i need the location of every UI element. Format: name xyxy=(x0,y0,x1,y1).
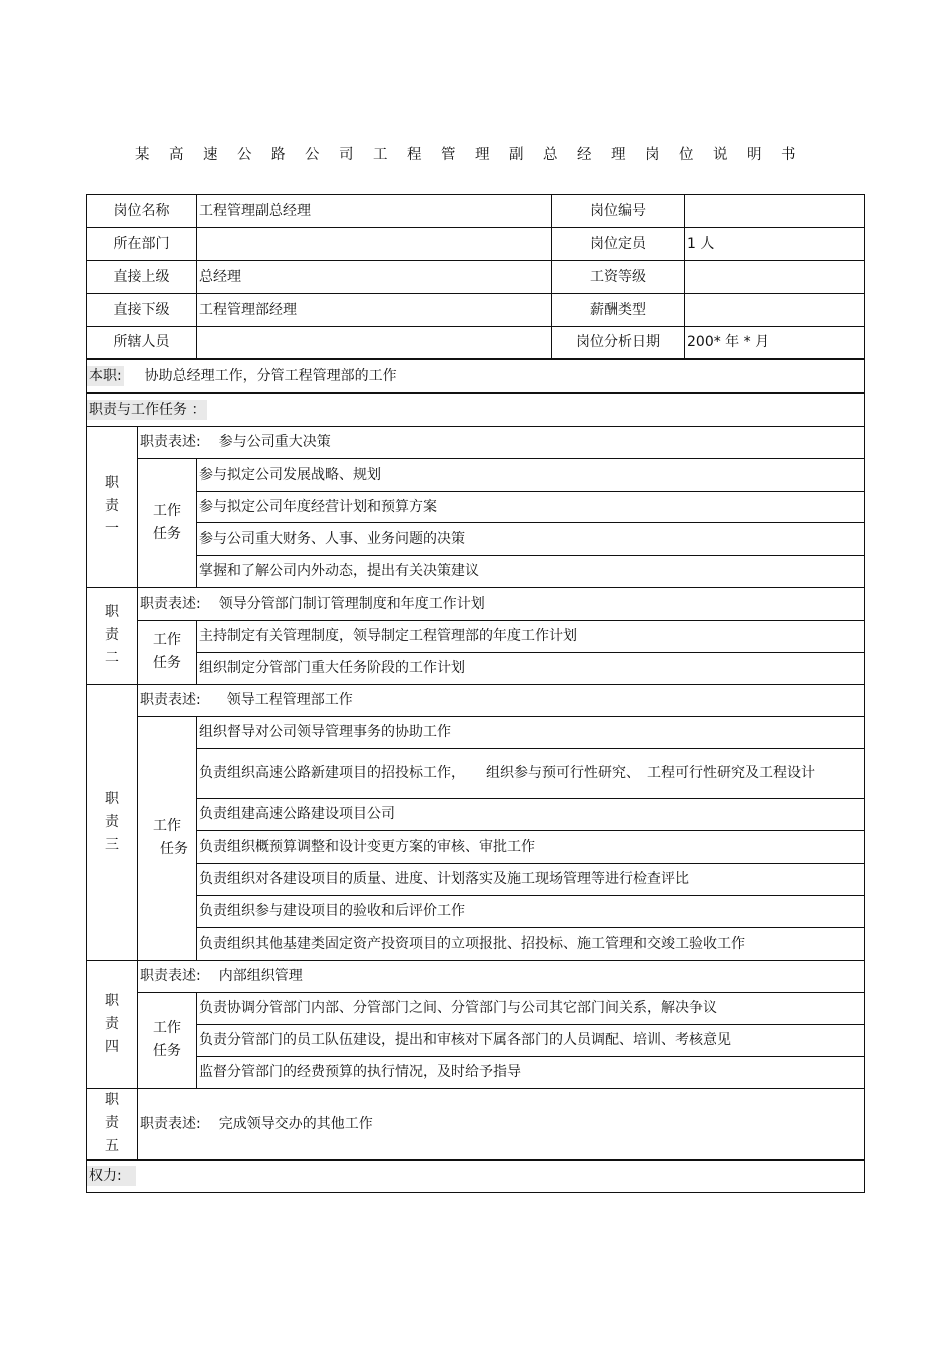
resp-1-label: 职 责 一 xyxy=(87,426,138,587)
salary-grade-value xyxy=(685,261,865,294)
resp-1-task-2: 参与拟定公司年度经营计划和预算方案 xyxy=(197,491,865,522)
duty-row xyxy=(87,359,865,393)
resp-4-desc: 职责表述: 内部组织管理 xyxy=(138,960,865,992)
pay-type-label: 薪酬类型 xyxy=(552,294,685,327)
power-row xyxy=(87,1160,865,1192)
position-name-value: 工程管理副总经理 xyxy=(197,195,552,228)
analysis-date-label: 岗位分析日期 xyxy=(552,327,685,359)
resp-4-task-2: 负责分管部门的员工队伍建设，提出和审核对下属各部门的人员调配、培训、考核意见 xyxy=(197,1024,865,1056)
resp-4-task-3: 监督分管部门的经费预算的执行情况，及时给予指导 xyxy=(197,1056,865,1088)
duty-value: 协助总经理工作，分管工程管理部的工作 xyxy=(144,367,397,384)
duties-header: 职责与工作任务 ： xyxy=(89,401,206,418)
resp-2-task-2: 组织制定分管部门重大任务阶段的工作计划 xyxy=(197,652,865,684)
resp-3-task-6: 负责组织参与建设项目的验收和后评价工作 xyxy=(197,895,865,927)
resp-3-task-5: 负责组织对各建设项目的质量、进度、计划落实及施工现场管理等进行检查评比 xyxy=(197,863,865,895)
subordinate-value: 工程管理部经理 xyxy=(197,294,552,327)
job-description-table xyxy=(86,194,864,1193)
resp-5-label: 职 责 五 xyxy=(87,1088,138,1160)
department-label: 所在部门 xyxy=(87,228,197,261)
resp-3-task-1: 组织督导对公司领导管理事务的协助工作 xyxy=(197,716,865,748)
resp-3-label: 职 责 三 xyxy=(87,684,138,960)
resp-3-task-3: 负责组建高速公路建设项目公司 xyxy=(197,798,865,830)
resp-4-task-1: 负责协调分管部门内部、分管部门之间、分管部门与公司其它部门间关系，解决争议 xyxy=(197,992,865,1024)
resp-1-task-label: 工作 任务 xyxy=(138,458,197,587)
resp-3-desc: 职责表述: 领导工程管理部工作 xyxy=(138,684,865,716)
resp-2-desc: 职责表述: 领导分管部门制订管理制度和年度工作计划 xyxy=(138,587,865,620)
headcount-value: 1 人 xyxy=(685,228,865,261)
department-value xyxy=(197,228,552,261)
power-label: 权力: xyxy=(87,1166,136,1186)
subordinate-label: 直接下级 xyxy=(87,294,197,327)
resp-1-task-1: 参与拟定公司发展战略、规划 xyxy=(197,458,865,491)
resp-3-task-7: 负责组织其他基建类固定资产投资项目的立项报批、招投标、施工管理和交竣工验收工作 xyxy=(197,927,865,960)
document-title: 某高速公路公司工程管理副总经理岗位说明书 xyxy=(135,147,815,163)
resp-1-task-3: 参与公司重大财务、人事、业务问题的决策 xyxy=(197,522,865,555)
staff-label: 所辖人员 xyxy=(87,327,197,359)
resp-4-label: 职 责 四 xyxy=(87,960,138,1088)
position-code-label: 岗位编号 xyxy=(552,195,685,228)
resp-5-desc: 职责表述: 完成领导交办的其他工作 xyxy=(138,1088,865,1160)
position-code-value xyxy=(685,195,865,228)
resp-2-label: 职 责 二 xyxy=(87,587,138,684)
resp-3-task-4: 负责组织概预算调整和设计变更方案的审核、审批工作 xyxy=(197,830,865,863)
resp-3-task-label: 工作 任务 xyxy=(138,716,197,960)
resp-4-task-label: 工作 任务 xyxy=(138,992,197,1088)
resp-2-task-label: 工作 任务 xyxy=(138,620,197,684)
resp-2-task-1: 主持制定有关管理制度，领导制定工程管理部的年度工作计划 xyxy=(197,620,865,652)
superior-label: 直接上级 xyxy=(87,261,197,294)
resp-3-task-2: 负责组织高速公路新建项目的招投标工作， 组织参与预可行性研究、 工程可行性研究及工程设计 xyxy=(197,748,865,798)
superior-value: 总经理 xyxy=(197,261,552,294)
resp-1-task-4: 掌握和了解公司内外动态，提出有关决策建议 xyxy=(197,555,865,587)
analysis-date-value: 200* 年 * 月 xyxy=(685,327,865,359)
duty-label: 本职: xyxy=(89,367,122,384)
position-name-label: 岗位名称 xyxy=(87,195,197,228)
headcount-label: 岗位定员 xyxy=(552,228,685,261)
salary-grade-label: 工资等级 xyxy=(552,261,685,294)
duties-header-row xyxy=(87,393,865,427)
resp-1-desc: 职责表述: 参与公司重大决策 xyxy=(138,426,865,458)
staff-value xyxy=(197,327,552,359)
pay-type-value xyxy=(685,294,865,327)
